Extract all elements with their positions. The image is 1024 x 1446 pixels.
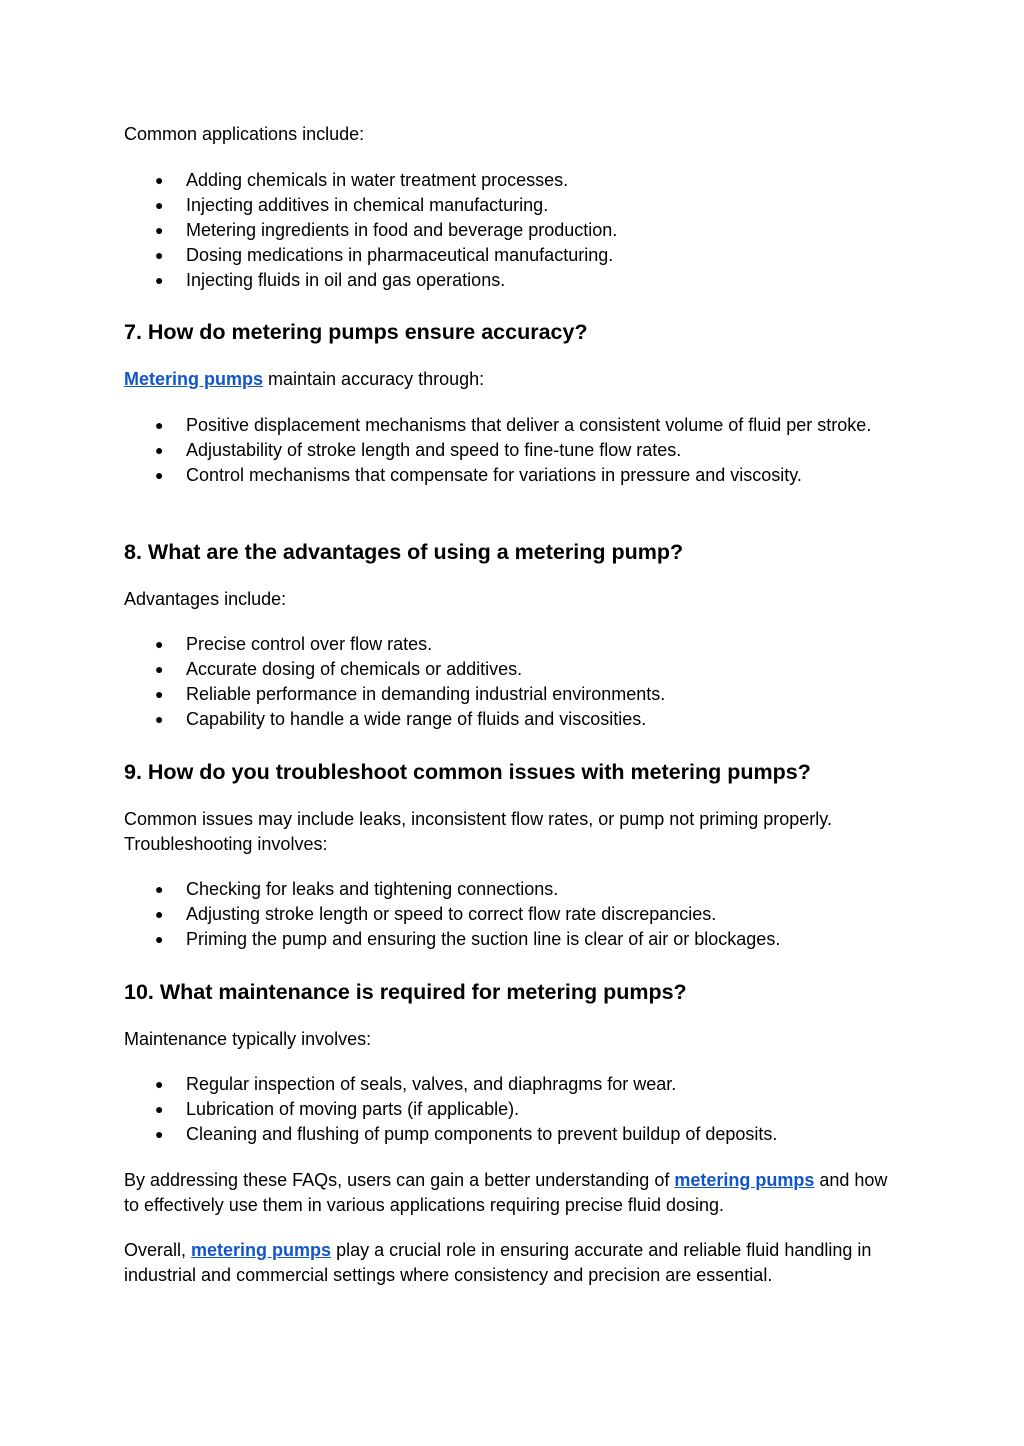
- list-item: [124, 682, 904, 707]
- q10-intro: Maintenance typically involves:: [124, 1029, 372, 1049]
- bullet-icon: ●: [155, 636, 164, 652]
- bullet-icon: ●: [155, 881, 164, 897]
- closing-1-before: By addressing these FAQs, users can gain a better understanding of: [124, 1170, 675, 1190]
- metering-pumps-link[interactable]: metering pumps: [674, 1170, 815, 1190]
- list-item: [124, 927, 904, 952]
- list-item-text: Positive displacement mechanisms that deliver a consistent volume of fluid per stroke.: [186, 415, 872, 435]
- q10-list: [124, 1072, 904, 1147]
- list-item: [124, 1122, 904, 1147]
- bullet-icon: ●: [155, 686, 164, 702]
- bullet-icon: ●: [155, 247, 164, 263]
- applications-list: [124, 168, 904, 293]
- list-item: [124, 707, 904, 732]
- heading-q7: 7. How do metering pumps ensure accuracy?: [124, 320, 588, 344]
- q7-intro: [124, 367, 904, 392]
- list-item: [124, 877, 904, 902]
- list-item: [124, 438, 904, 463]
- list-item: [124, 657, 904, 682]
- list-item: [124, 902, 904, 927]
- closing-paragraph-1: [124, 1168, 904, 1218]
- q9-list: [124, 877, 904, 952]
- bullet-icon: ●: [155, 711, 164, 727]
- heading-q10: 10. What maintenance is required for metering pumps?: [124, 980, 687, 1004]
- list-item-text: Control mechanisms that compensate for variations in pressure and viscosity.: [186, 465, 802, 485]
- list-item-text: Precise control over flow rates.: [186, 634, 433, 654]
- list-item: [124, 632, 904, 657]
- q9-intro: Common issues may include leaks, inconsistent flow rates, or pump not priming properly. Troubleshooting involves:: [124, 809, 832, 854]
- list-item-text: Adjustability of stroke length and speed to fine-tune flow rates.: [186, 440, 682, 460]
- applications-intro: Common applications include:: [124, 124, 365, 144]
- bullet-icon: ●: [155, 906, 164, 922]
- list-item-text: Reliable performance in demanding industrial environments.: [186, 684, 666, 704]
- metering-pumps-link[interactable]: Metering pumps: [124, 369, 264, 389]
- list-item-text: Lubrication of moving parts (if applicable).: [186, 1099, 520, 1119]
- list-item-text: Accurate dosing of chemicals or additives.: [186, 659, 523, 679]
- q8-intro: Advantages include:: [124, 589, 287, 609]
- list-item: [124, 193, 904, 218]
- heading-q9: 9. How do you troubleshoot common issues with metering pumps?: [124, 760, 811, 784]
- q8-list: [124, 632, 904, 732]
- heading-q8: 8. What are the advantages of using a metering pump?: [124, 540, 684, 564]
- closing-paragraph-2: [124, 1238, 904, 1288]
- list-item-text: Adding chemicals in water treatment processes.: [186, 170, 569, 190]
- list-item-text: Injecting additives in chemical manufacturing.: [186, 195, 549, 215]
- list-item: [124, 243, 904, 268]
- list-item-text: Adjusting stroke length or speed to correct flow rate discrepancies.: [186, 904, 717, 924]
- list-item-text: Injecting fluids in oil and gas operations.: [186, 270, 506, 290]
- list-item-text: Metering ingredients in food and beverage production.: [186, 220, 618, 240]
- bullet-icon: ●: [155, 197, 164, 213]
- list-item: [124, 218, 904, 243]
- list-item: [124, 268, 904, 293]
- list-item: [124, 1097, 904, 1122]
- list-item-text: Priming the pump and ensuring the suction line is clear of air or blockages.: [186, 929, 781, 949]
- bullet-icon: ●: [155, 222, 164, 238]
- closing-2-before: Overall,: [124, 1240, 192, 1260]
- q7-intro-text: maintain accuracy through:: [263, 369, 485, 389]
- q7-list: [124, 413, 904, 488]
- list-item: [124, 463, 904, 488]
- list-item-text: Dosing medications in pharmaceutical manufacturing.: [186, 245, 614, 265]
- metering-pumps-link[interactable]: metering pumps: [191, 1240, 332, 1260]
- bullet-icon: ●: [155, 1076, 164, 1092]
- bullet-icon: ●: [155, 417, 164, 433]
- list-item-text: Cleaning and flushing of pump components to prevent buildup of deposits.: [186, 1124, 778, 1144]
- bullet-icon: ●: [155, 1101, 164, 1117]
- closing-2-after: play a crucial role in ensuring accurate and reliable fluid handling in industrial and commercial settings where consistency and precision are essential.: [124, 1240, 872, 1285]
- bullet-icon: ●: [155, 661, 164, 677]
- list-item-text: Checking for leaks and tightening connections.: [186, 879, 559, 899]
- list-item-text: Capability to handle a wide range of fluids and viscosities.: [186, 709, 647, 729]
- list-item-text: Regular inspection of seals, valves, and diaphragms for wear.: [186, 1074, 677, 1094]
- bullet-icon: ●: [155, 272, 164, 288]
- bullet-icon: ●: [155, 442, 164, 458]
- bullet-icon: ●: [155, 931, 164, 947]
- bullet-icon: ●: [155, 467, 164, 483]
- closing-1-after: and how to effectively use them in various applications requiring precise fluid dosing.: [124, 1170, 888, 1215]
- list-item: [124, 1072, 904, 1097]
- list-item: [124, 168, 904, 193]
- list-item: [124, 413, 904, 438]
- bullet-icon: ●: [155, 172, 164, 188]
- bullet-icon: ●: [155, 1126, 164, 1142]
